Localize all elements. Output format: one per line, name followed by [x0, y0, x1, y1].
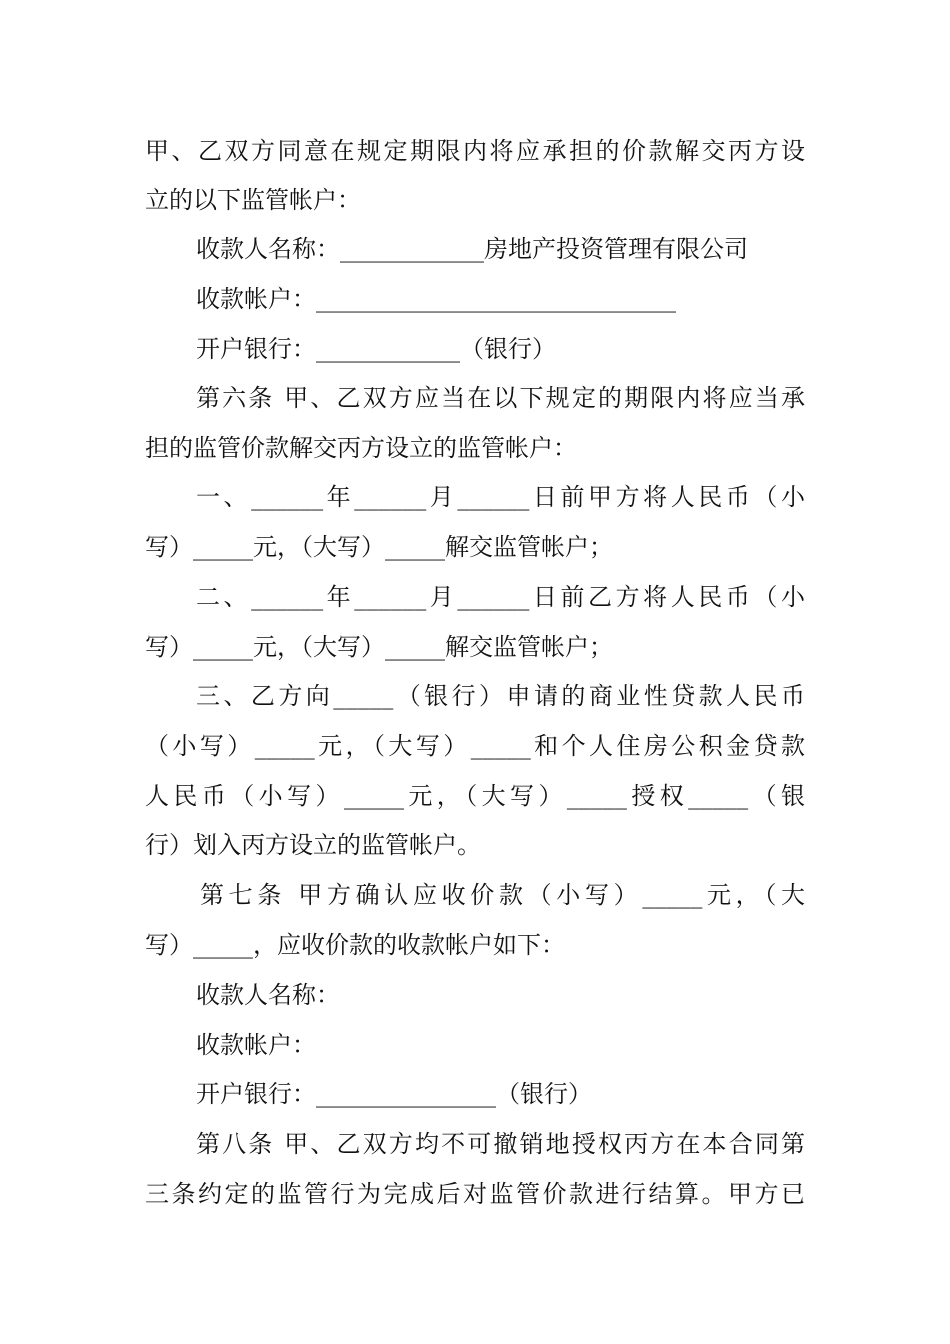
article-seven-heading: 第七条 甲方确认应收价款（小写）_____元，（大 [200, 881, 805, 909]
text-line: 写）_____元，（大写）_____解交监管帐户； [145, 633, 613, 661]
bank-line: 开户银行：____________（银行） [196, 335, 556, 363]
payee-account-line: 收款帐户：______________________________ [196, 285, 676, 313]
item-one-line: 一、______年______月______日前甲方将人民币（小 [196, 483, 805, 511]
item-two-line: 二、______年______月______日前乙方将人民币（小 [196, 583, 805, 611]
payee-name-line: 收款人名称： [196, 981, 340, 1009]
bank-line: 开户银行：_______________（银行） [196, 1080, 592, 1108]
text-line: 立的以下监管帐户： [145, 186, 361, 214]
article-six-heading: 第六条 甲、乙双方应当在以下规定的期限内将应当承 [196, 384, 805, 412]
article-eight-heading: 第八条 甲、乙双方均不可撤销地授权丙方在本合同第 [196, 1130, 805, 1158]
text-line: 行）划入丙方设立的监管帐户。 [145, 831, 481, 859]
text-line: 担的监管价款解交丙方设立的监管帐户： [145, 434, 577, 462]
item-three-line: 三、乙方向_____（银行）申请的商业性贷款人民币 [196, 682, 805, 710]
payee-name-line: 收款人名称：____________房地产投资管理有限公司 [196, 235, 748, 263]
text-line: （小写）_____元，（大写）_____和个人住房公积金贷款 [145, 732, 805, 760]
text-line: 三条约定的监管行为完成后对监管价款进行结算。甲方已 [145, 1180, 805, 1208]
text-line: 写）_____，应收价款的收款帐户如下： [145, 931, 565, 959]
text-line: 人民币（小写）_____元，（大写）_____授权_____（银 [145, 782, 805, 810]
text-line: 甲、乙双方同意在规定期限内将应承担的价款解交丙方设 [145, 137, 805, 165]
payee-account-line: 收款帐户： [196, 1031, 316, 1059]
text-line: 写）_____元，（大写）_____解交监管帐户； [145, 533, 613, 561]
